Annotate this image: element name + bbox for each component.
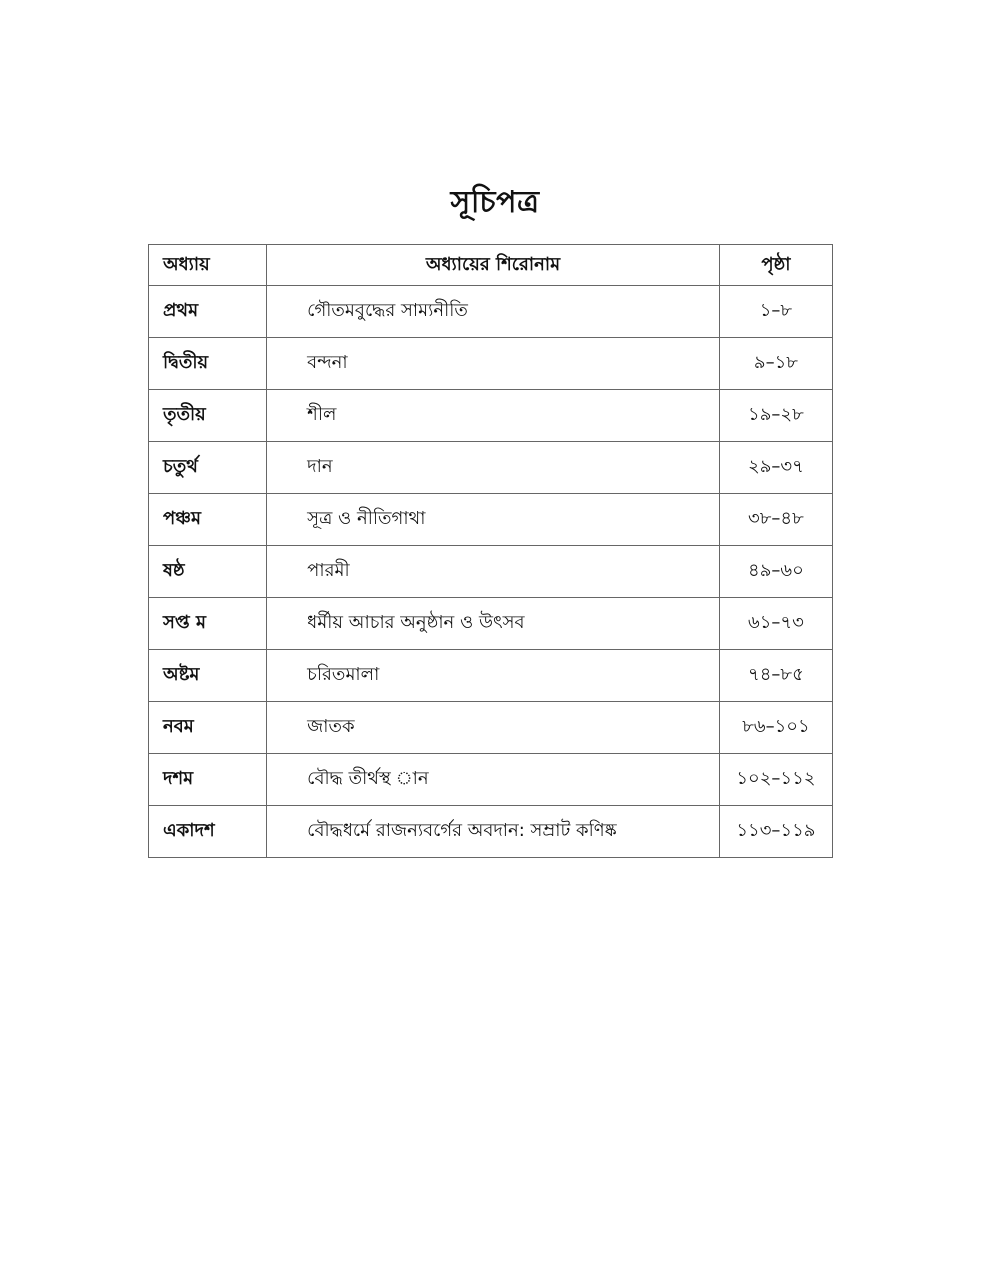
chapter-number: সপ্ত ম: [149, 598, 267, 650]
chapter-title: চরিতমালা: [267, 650, 720, 702]
chapter-number: অষ্টম: [149, 650, 267, 702]
page-range: ১১৩–১১৯: [719, 806, 832, 858]
chapter-title: ধর্মীয় আচার অনুষ্ঠান ও উৎসব: [267, 598, 720, 650]
table-row: [149, 546, 833, 598]
table-row: [149, 702, 833, 754]
chapter-title: বৌদ্ধ তীর্থস্থ ান: [267, 754, 720, 806]
header-chapter: অধ্যায়: [149, 245, 267, 286]
chapter-title: জাতক: [267, 702, 720, 754]
chapter-title: গৌতমবুদ্ধের সাম্যনীতি: [267, 286, 720, 338]
table-row: [149, 338, 833, 390]
header-chapter-title: অধ্যায়ের শিরোনাম: [267, 245, 720, 286]
table-row: [149, 286, 833, 338]
table-row: [149, 390, 833, 442]
chapter-title: শীল: [267, 390, 720, 442]
chapter-title: বন্দনা: [267, 338, 720, 390]
table-of-contents: [148, 244, 833, 858]
chapter-number: প্রথম: [149, 286, 267, 338]
chapter-number: ষষ্ঠ: [149, 546, 267, 598]
table-row: [149, 650, 833, 702]
page-range: ৮৬–১০১: [719, 702, 832, 754]
table-row: [149, 494, 833, 546]
chapter-number: নবম: [149, 702, 267, 754]
table-row: [149, 598, 833, 650]
chapter-number: একাদশ: [149, 806, 267, 858]
page-title: সূচিপত্র: [450, 185, 540, 220]
header-page: পৃষ্ঠা: [719, 245, 832, 286]
chapter-number: দ্বিতীয়: [149, 338, 267, 390]
chapter-number: তৃতীয়: [149, 390, 267, 442]
chapter-number: দশম: [149, 754, 267, 806]
page-range: ৭৪–৮৫: [719, 650, 832, 702]
chapter-title: পারমী: [267, 546, 720, 598]
page-range: ৯–১৮: [719, 338, 832, 390]
page-range: ৬১–৭৩: [719, 598, 832, 650]
page-range: ১–৮: [719, 286, 832, 338]
page-range: ৩৮–৪৮: [719, 494, 832, 546]
chapter-number: চতুর্থ: [149, 442, 267, 494]
table-row: [149, 754, 833, 806]
chapter-title: সূত্র ও নীতিগাথা: [267, 494, 720, 546]
page-range: ১৯–২৮: [719, 390, 832, 442]
table-row: [149, 806, 833, 858]
chapter-title: বৌদ্ধধর্মে রাজন্যবর্গের অবদান: সম্রাট কণিষ্ক: [267, 806, 720, 858]
table-row: [149, 442, 833, 494]
page-range: ১০২–১১২: [719, 754, 832, 806]
chapter-title: দান: [267, 442, 720, 494]
table-header-row: [149, 245, 833, 286]
page-range: ৪৯–৬০: [719, 546, 832, 598]
chapter-number: পঞ্চম: [149, 494, 267, 546]
page-range: ২৯–৩৭: [719, 442, 832, 494]
